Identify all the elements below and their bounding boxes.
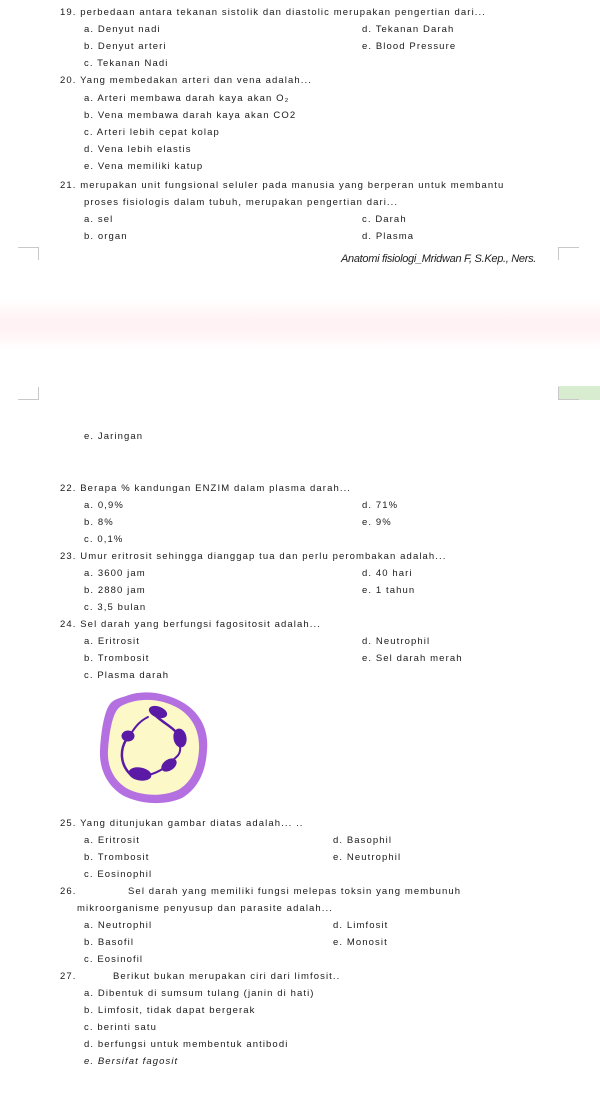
q21-option-e: e. Jaringan (84, 431, 144, 442)
q23-stem: 23. Umur eritrosit sehingga dianggap tua dan perlu perombakan adalah... (60, 551, 447, 562)
q20-option-d: d. Vena lebih elastis (84, 144, 192, 155)
q26-stem-line1: Sel darah yang memiliki fungsi melepas toksin yang membunuh (128, 886, 462, 897)
q27-option-c: c. berinti satu (84, 1022, 157, 1033)
q23-option-a: a. 3600 jam (84, 568, 146, 579)
q25-option-b: b. Trombosit (84, 852, 150, 863)
q27-number: 27. (60, 971, 77, 982)
q26-option-c: c. Eosinofil (84, 954, 144, 965)
q19-option-c: c. Tekanan Nadi (84, 58, 169, 69)
q26-option-a: a. Neutrophil (84, 920, 153, 931)
q19-stem: 19. perbedaan antara tekanan sistolik dan diastolic merupakan pengertian dari... (60, 7, 486, 18)
q19-option-b: b. Denyut arteri (84, 41, 167, 52)
q27-option-e: e. Bersifat fagosit (84, 1056, 179, 1067)
q22-option-b: b. 8% (84, 517, 114, 528)
q23-option-b: b. 2880 jam (84, 585, 146, 596)
q25-option-a: a. Eritrosit (84, 835, 140, 846)
q20-option-b: b. Vena membawa darah kaya akan CO2 (84, 110, 297, 121)
q24-option-d: d. Neutrophil (362, 636, 431, 647)
q22-option-e: e. 9% (362, 517, 392, 528)
q24-option-c: c. Plasma darah (84, 670, 170, 681)
q27-option-d: d. berfungsi untuk membentuk antibodi (84, 1039, 289, 1050)
q19-option-d: d. Tekanan Darah (362, 24, 455, 35)
page-corner-mark (18, 387, 39, 400)
q25-option-d: d. Basophil (333, 835, 393, 846)
q26-option-e: e. Monosit (333, 937, 388, 948)
page-corner-mark (558, 247, 579, 260)
q24-option-a: a. Eritrosit (84, 636, 140, 647)
q26-stem-line2: mikroorganisme penyusup dan parasite adalah... (77, 903, 334, 914)
page-corner-mark (558, 387, 579, 400)
q23-option-d: d. 40 hari (362, 568, 413, 579)
q25-stem: 25. Yang ditunjukan gambar diatas adalah... .. (60, 818, 304, 829)
q23-option-c: c. 3,5 bulan (84, 602, 147, 613)
q27-stem: Berikut bukan merupakan ciri dari limfosit.. (113, 971, 341, 982)
page-separator (0, 300, 600, 350)
q25-option-c: c. Eosinophil (84, 869, 153, 880)
q26-option-d: d. Limfosit (333, 920, 389, 931)
q25-option-e: e. Neutrophil (333, 852, 402, 863)
q22-option-a: a. 0,9% (84, 500, 124, 511)
q24-stem: 24. Sel darah yang berfungsi fagositosit adalah... (60, 619, 321, 630)
q24-option-e: e. Sel darah merah (362, 653, 463, 664)
q27-option-b: b. Limfosit, tidak dapat bergerak (84, 1005, 256, 1016)
q20-option-c: c. Arteri lebih cepat kolap (84, 127, 220, 138)
neutrophil-cell-illustration (96, 690, 212, 806)
q20-option-e: e. Vena memiliki katup (84, 161, 204, 172)
q21-option-a: a. sel (84, 214, 114, 225)
q21-option-c: c. Darah (362, 214, 407, 225)
q21-stem-line2: proses fisiologis dalam tubuh, merupakan pengertian dari... (84, 197, 399, 208)
q22-stem: 22. Berapa % kandungan ENZIM dalam plasma darah... (60, 483, 352, 494)
q24-option-b: b. Trombosit (84, 653, 150, 664)
q21-option-b: b. organ (84, 231, 128, 242)
page-header: Anatomi fisiologi_Mridwan F, S.Kep., Ners. (341, 253, 537, 265)
q19-option-a: a. Denyut nadi (84, 24, 161, 35)
q23-option-e: e. 1 tahun (362, 585, 416, 596)
q22-option-c: c. 0,1% (84, 534, 124, 545)
q26-option-b: b. Basofil (84, 937, 135, 948)
q20-option-a: a. Arteri membawa darah kaya akan O₂ (84, 93, 290, 104)
q21-option-d: d. Plasma (362, 231, 415, 242)
page-corner-mark (18, 247, 39, 260)
q27-option-a: a. Dibentuk di sumsum tulang (janin di hati) (84, 988, 315, 999)
q26-number: 26. (60, 886, 77, 897)
q21-stem-line1: 21. merupakan unit fungsional seluler pada manusia yang berperan untuk membantu (60, 180, 505, 191)
q22-option-d: d. 71% (362, 500, 399, 511)
q19-option-e: e. Blood Pressure (362, 41, 457, 52)
q20-stem: 20. Yang membedakan arteri dan vena adalah... (60, 75, 312, 86)
